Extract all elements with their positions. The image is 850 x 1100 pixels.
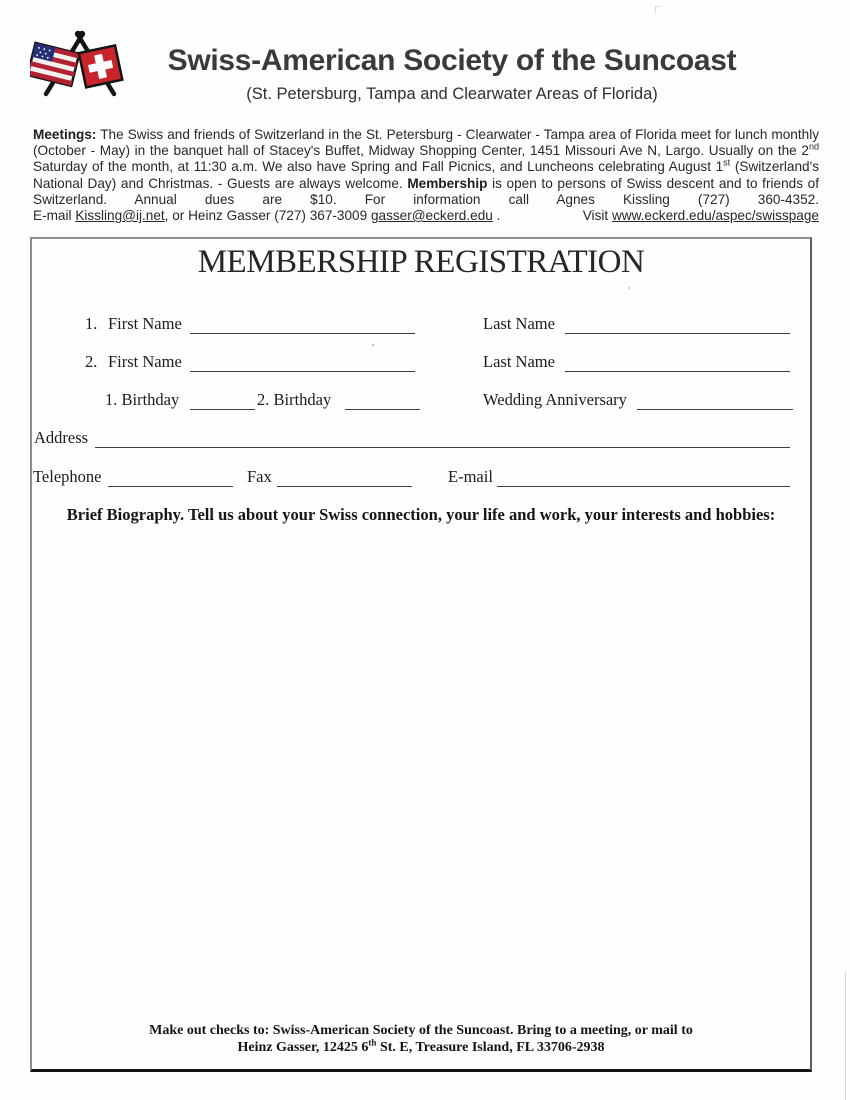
membership-bold-word: Membership — [407, 175, 488, 191]
email-prefix: E-mail — [33, 208, 72, 224]
birthday1-field[interactable] — [190, 391, 255, 410]
member2-first-name-label: First Name — [108, 352, 182, 371]
contact-line-middle: , or Heinz Gasser (727) 367-3009 — [164, 208, 368, 224]
biography-field[interactable] — [42, 535, 800, 1005]
meetings-paragraph-body — [33, 127, 819, 208]
registration-form-box — [30, 237, 812, 1072]
contact-line-period: . — [496, 208, 501, 224]
scan-artifact — [628, 287, 630, 289]
member1-first-name-label: First Name — [108, 314, 182, 333]
meetings-label: Meetings: — [33, 127, 97, 142]
telephone-field[interactable] — [108, 468, 233, 487]
scan-artifact — [845, 972, 846, 1100]
address-field[interactable] — [95, 429, 790, 448]
contact-line-right — [583, 208, 819, 224]
member2-last-name-field[interactable] — [565, 353, 790, 372]
email-label: E-mail — [448, 467, 493, 486]
meetings-paragraph — [33, 127, 819, 224]
website-link[interactable]: www.eckerd.edu/aspec/swisspage — [611, 208, 819, 224]
meetings-contact-line — [33, 208, 819, 224]
ordinal-suffix-1st: st — [723, 157, 731, 168]
email-field[interactable] — [497, 468, 790, 487]
checks-line-1: Make out checks to: Swiss-American Society of the Suncoast. Bring to a meeting, or mail to — [149, 1023, 693, 1038]
scan-artifact — [372, 344, 374, 346]
birthday1-label: 1. Birthday — [105, 390, 180, 409]
email-link-kissling[interactable]: Kissling@ij.net — [75, 208, 165, 224]
member2-index: 2. — [85, 352, 98, 371]
member1-last-name-label: Last Name — [483, 314, 555, 333]
birthday2-field[interactable] — [345, 391, 420, 410]
visit-label: Visit — [582, 208, 609, 224]
ordinal-suffix-6th: th — [368, 1037, 377, 1048]
checks-line-2-end: St. E, Treasure Island, FL 33706-2938 — [379, 1040, 605, 1055]
meetings-text-3: (Switzerland's National Day) and Christmas. - Guests are always welcome. — [33, 159, 819, 191]
biography-heading: Brief Biography. Tell us about your Swiss connection, your life and work, your interests and hobbies: — [66, 505, 776, 524]
checks-line-2 — [32, 1039, 810, 1056]
contact-line-left — [33, 208, 500, 224]
us-swiss-crossed-flags-icon — [30, 28, 130, 102]
address-label: Address — [34, 428, 89, 447]
fax-field[interactable] — [277, 468, 412, 487]
member1-last-name-field[interactable] — [565, 315, 790, 334]
member1-index: 1. — [85, 314, 98, 333]
meetings-text-2: Saturday of the month, at 11:30 a.m. We also have Spring and Fall Picnics, and Luncheons celebrating August 1 — [33, 159, 724, 175]
fax-label: Fax — [247, 467, 272, 486]
telephone-label: Telephone — [33, 467, 102, 486]
form-title: MEMBERSHIP REGISTRATION — [197, 244, 645, 280]
email-link-gasser[interactable]: gasser@eckerd.edu — [370, 208, 493, 224]
birthday2-label: 2. Birthday — [257, 390, 332, 409]
wedding-anniversary-label: Wedding Anniversary — [483, 390, 627, 409]
checks-line-2-start: Heinz Gasser, 12425 6 — [237, 1040, 369, 1055]
scan-artifact — [655, 6, 662, 13]
member2-last-name-label: Last Name — [483, 352, 555, 371]
checks-instructions — [32, 1022, 810, 1056]
ordinal-suffix-2nd: nd — [808, 141, 819, 152]
page-title: Swiss-American Society of the Suncoast — [167, 44, 737, 77]
wedding-anniversary-field[interactable] — [637, 391, 793, 410]
member1-first-name-field[interactable] — [190, 315, 415, 334]
swiss-flag-icon — [79, 45, 122, 87]
member2-first-name-field[interactable] — [190, 353, 415, 372]
meetings-text-4: is open to persons of Swiss descent and to friends of Switzerland. Annual dues are $10. For information call Agnes Kissling (727) 360-4352. — [33, 175, 819, 207]
meetings-text-1: The Swiss and friends of Switzerland in the St. Petersburg - Clearwater - Tampa area of Florida meet for lunch monthly (October - May) in the banquet hall of Stacey's Buffet, Midway Shopping Center, 1451 Missouri Ave N, Largo. Usually on the 2 — [33, 127, 820, 159]
page-subtitle: (St. Petersburg, Tampa and Clearwater Areas of Florida) — [246, 85, 658, 103]
